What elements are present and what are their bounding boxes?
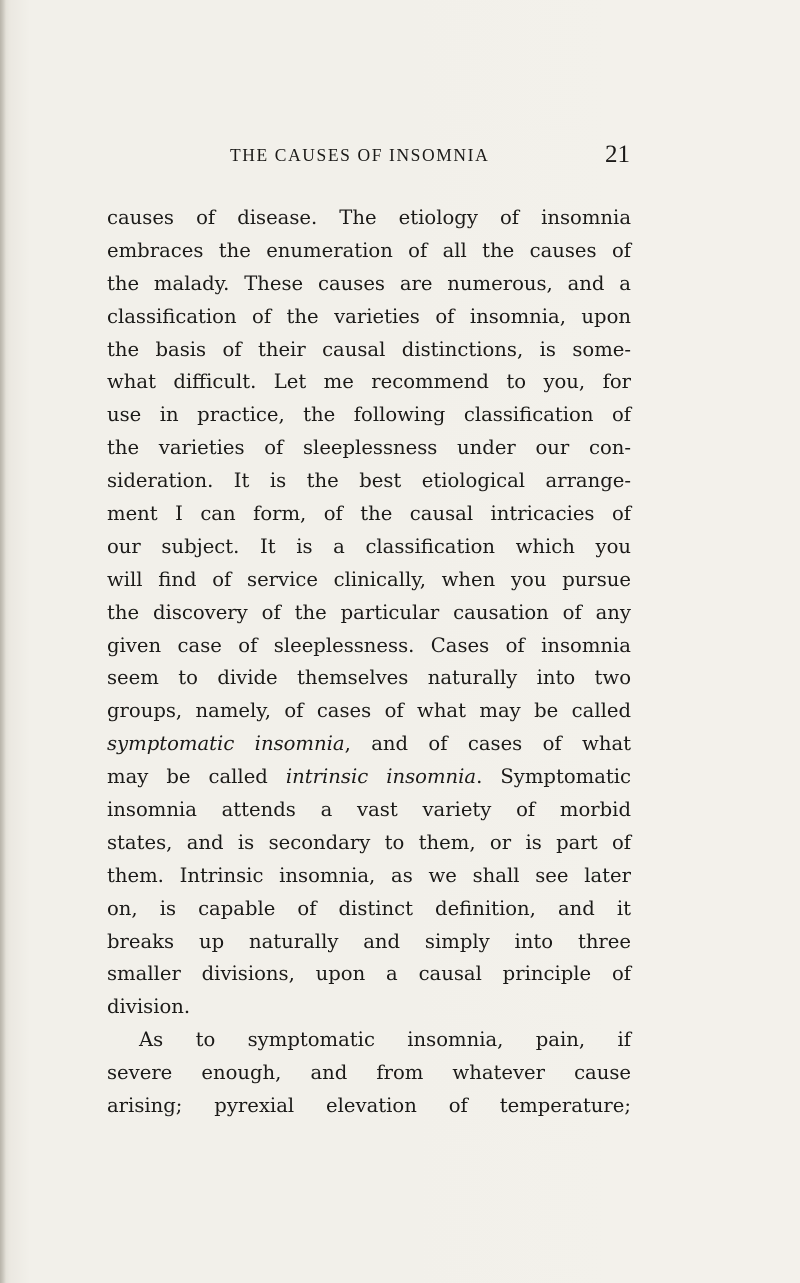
text-line	[107, 202, 631, 235]
text-segment: them. Intrinsic insomnia, as we shall see later	[107, 863, 631, 887]
text-line	[107, 268, 631, 301]
text-segment: will find of service clinically, when you pursue	[107, 567, 631, 591]
text-line	[107, 301, 631, 334]
text-segment: , and of cases of what	[344, 732, 632, 756]
page-number: 21	[605, 141, 630, 168]
page-header	[230, 143, 630, 173]
page-gutter-shadow	[0, 0, 6, 1283]
text-segment: given case of sleeplessness. Cases of insomnia	[107, 633, 631, 657]
text-line	[107, 630, 631, 663]
text-line	[107, 1057, 631, 1090]
body-text	[107, 202, 631, 1123]
text-segment: on, is capable of distinct definition, and it	[107, 896, 631, 920]
text-segment: the varieties of sleeplessness under our con-	[107, 436, 631, 460]
text-segment: As to symptomatic insomnia, pain, if	[139, 1028, 631, 1052]
text-line	[107, 958, 631, 991]
text-line	[107, 597, 631, 630]
text-segment: arising; pyrexial elevation of temperature;	[107, 1094, 631, 1118]
text-segment: our subject. It is a classification which you	[107, 534, 631, 558]
text-segment: ment I can form, of the causal intricacies of	[107, 502, 631, 526]
text-line	[107, 827, 631, 860]
text-segment: the discovery of the particular causation of any	[107, 600, 631, 624]
text-segment: what difficult. Let me recommend to you, for	[107, 370, 631, 394]
text-segment: embraces the enumeration of all the causes of	[107, 238, 631, 262]
text-segment: groups, namely, of cases of what may be called	[107, 699, 631, 723]
text-line	[107, 662, 631, 695]
text-segment: classification of the varieties of insomnia, upon	[107, 304, 631, 328]
text-line	[107, 926, 631, 959]
text-segment: insomnia attends a vast variety of morbid	[107, 798, 631, 822]
text-line	[107, 1090, 631, 1123]
text-line	[107, 761, 631, 794]
text-segment: the basis of their causal distinctions, is some-	[107, 337, 631, 361]
italic-term: symptomatic insomnia	[107, 732, 345, 756]
text-line	[107, 465, 631, 498]
text-segment: the malady. These causes are numerous, and a	[107, 271, 631, 295]
italic-term: intrinsic insomnia	[285, 765, 477, 789]
text-line	[107, 432, 631, 465]
text-line	[107, 531, 631, 564]
text-segment: seem to divide themselves naturally into two	[107, 666, 631, 690]
text-line	[107, 1024, 631, 1057]
text-segment: causes of disease. The etiology of insomnia	[107, 206, 631, 229]
text-line	[107, 728, 631, 761]
text-segment: severe enough, and from whatever cause	[107, 1061, 631, 1085]
text-line	[107, 498, 631, 531]
text-line	[107, 366, 631, 399]
text-line	[107, 695, 631, 728]
text-line	[107, 399, 631, 432]
text-line	[107, 235, 631, 268]
text-segment: states, and is secondary to them, or is part of	[107, 830, 631, 854]
running-head: THE CAUSES OF INSOMNIA	[230, 145, 490, 165]
text-segment: . Symptomatic	[476, 765, 632, 789]
text-segment: division.	[107, 995, 191, 1019]
text-segment: use in practice, the following classification of	[107, 403, 631, 427]
text-line	[107, 991, 631, 1024]
text-line	[107, 893, 631, 926]
text-segment: may be called	[107, 765, 286, 789]
text-segment: smaller divisions, upon a causal principle of	[107, 962, 631, 986]
text-segment: sideration. It is the best etiological arrange-	[107, 469, 631, 493]
text-line	[107, 334, 631, 367]
text-segment: breaks up naturally and simply into three	[107, 929, 631, 953]
text-line	[107, 564, 631, 597]
text-line	[107, 860, 631, 893]
text-line	[107, 794, 631, 827]
